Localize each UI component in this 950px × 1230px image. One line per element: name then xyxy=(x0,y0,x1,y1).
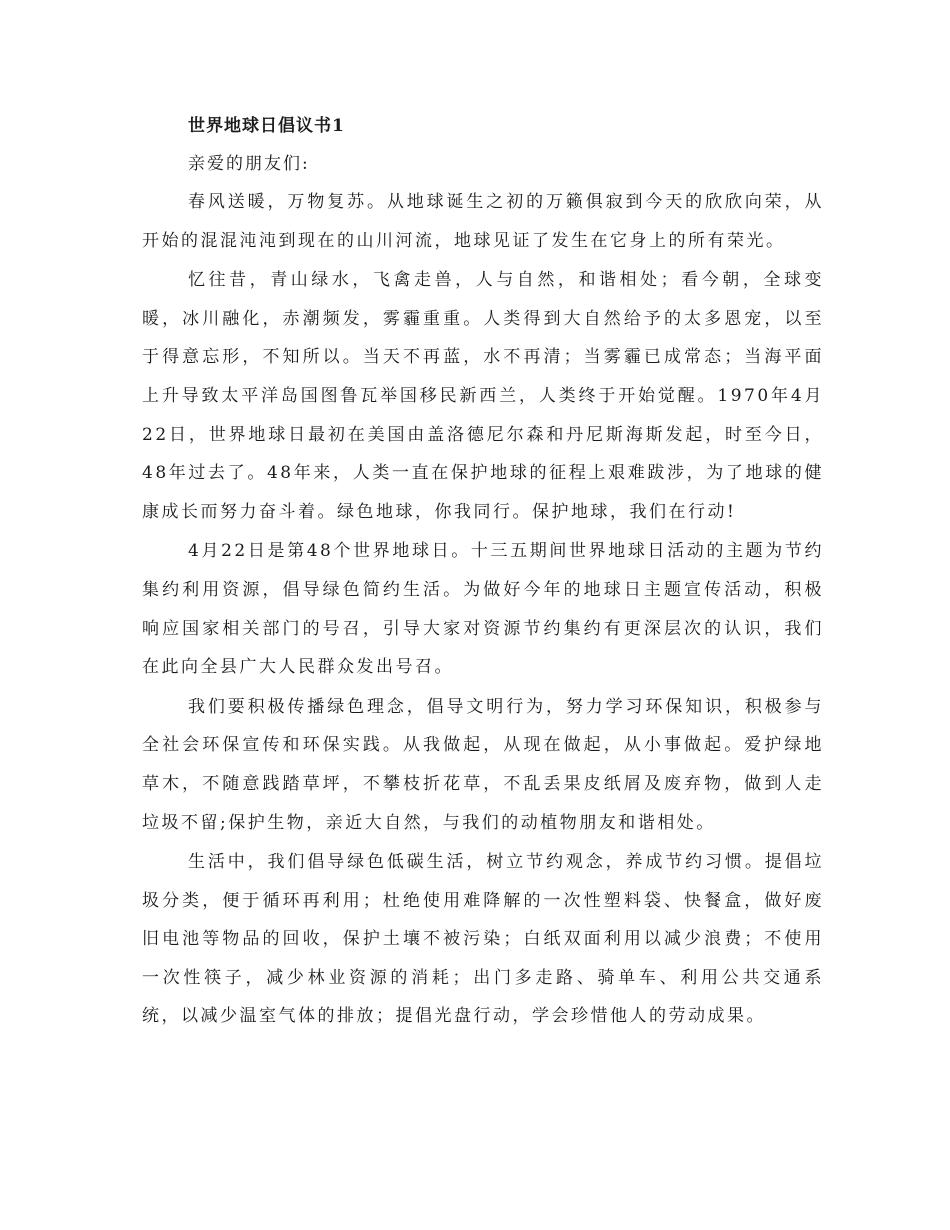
paragraph-2: 忆往昔，青山绿水，飞禽走兽，人与自然，和谐相处；看今朝，全球变暖，冰川融化，赤潮频发，雾霾重重。人类得到大自然给予的太多恩宠，以至于得意忘形，不知所以。当天不再蓝，水不再清；当雾霾已成常态；当海平面上升导致太平洋岛国图鲁瓦举国移民新西兰，人类终于开始觉醒。1970年4月22日，世界地球日最初在美国由盖洛德尼尔森和丹尼斯海斯发起，时至今日，48年过去了。48年来，人类一直在保护地球的征程上艰难跋涉，为了地球的健康成长而努力奋斗着。绿色地球，你我同行。保护地球，我们在行动! xyxy=(142,270,824,522)
paragraph-1: 春风送暖，万物复苏。从地球诞生之初的万籁俱寂到今天的欣欣向荣，从开始的混混沌沌到现在的山川河流，地球见证了发生在它身上的所有荣光。 xyxy=(142,192,824,251)
paragraph-5: 生活中，我们倡导绿色低碳生活，树立节约观念，养成节约习惯。提倡垃圾分类，便于循环再利用；杜绝使用难降解的一次性塑料袋、快餐盒，做好废旧电池等物品的回收，保护土壤不被污染；白纸双面利用以减少浪费；不使用一次性筷子，减少林业资源的消耗；出门多走路、骑单车、利用公共交通系统，以减少温室气体的排放；提倡光盘行动，学会珍惜他人的劳动成果。 xyxy=(142,852,824,1027)
salutation: 亲爱的朋友们: xyxy=(188,154,310,174)
document-title: 世界地球日倡议书1 xyxy=(188,116,345,136)
paragraph-4: 我们要积极传播绿色理念，倡导文明行为，努力学习环保知识，积极参与全社会环保宣传和环保实践。从我做起，从现在做起，从小事做起。爱护绿地草木，不随意践踏草坪，不攀枝折花草，不乱丢果皮纸屑及废弃物，做到人走垃圾不留;保护生物，亲近大自然，与我们的动植物朋友和谐相处。 xyxy=(142,696,824,833)
paragraph-3: 4月22日是第48个世界地球日。十三五期间世界地球日活动的主题为节约集约利用资源，倡导绿色简约生活。为做好今年的地球日主题宣传活动，积极响应国家相关部门的号召，引导大家对资源节约集约有更深层次的认识，我们在此向全县广大人民群众发出号召。 xyxy=(142,541,824,678)
document-body xyxy=(142,108,824,1036)
